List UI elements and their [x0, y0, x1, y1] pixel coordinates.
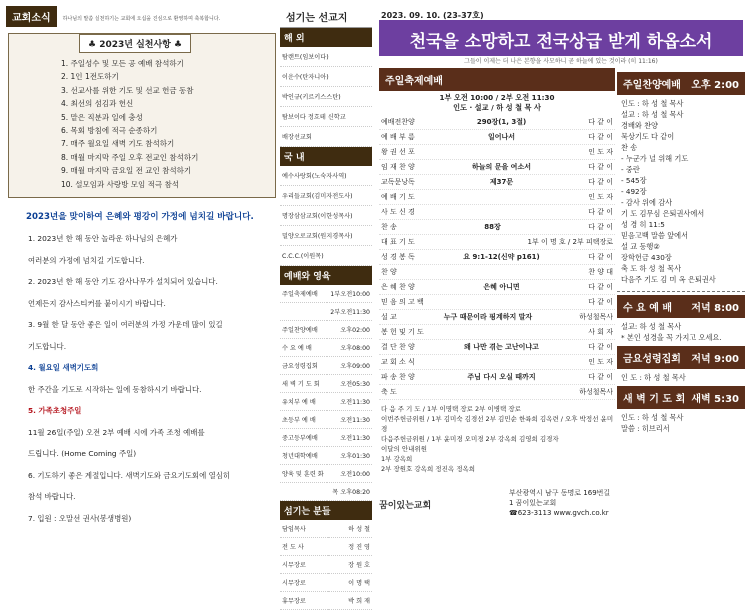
servant-name: 하 성 철 — [328, 520, 372, 538]
theme-banner: 천국을 소망하고 전국상급 받게 하옵소서 — [379, 20, 743, 56]
order-row — [379, 280, 615, 295]
meeting-name — [280, 483, 327, 501]
theme-verse: 그들이 이제는 더 나은 본향을 사모하니 곧 하늘에 있는 것이라 (히 11:16) — [464, 58, 658, 65]
meeting-time: 오후08:00 — [327, 339, 372, 357]
servant-role: 담임목사 — [280, 520, 328, 538]
order-item: 임 재 찬 양 — [381, 163, 415, 171]
order-row — [379, 160, 615, 175]
servant-role: 시무장로 — [280, 556, 328, 574]
order-item: 축 도 — [381, 388, 397, 396]
plan-item: 10. 설모임과 사랑방 모임 적극 참석 — [61, 179, 180, 189]
order-detail: 제37문 — [489, 178, 514, 186]
order-detail: 주님 다시 오실 때까지 — [467, 373, 536, 381]
servants-table — [280, 520, 372, 610]
order-leader: 인 도 자 — [588, 193, 613, 201]
plan-item: 8. 매월 마지막 주일 오후 전교인 참석하기 — [61, 152, 199, 162]
order-detail — [415, 237, 528, 247]
order-row — [379, 295, 615, 310]
meeting-time: 오전10:00 — [327, 465, 372, 483]
news-line: 드립니다. (Home Coming 주일) — [28, 449, 137, 459]
order-item: 사 도 신 경 — [381, 208, 415, 216]
order-item: 예배전찬양 — [381, 118, 415, 126]
fri-time: 저녁 9:00 — [691, 354, 739, 365]
order-detail — [424, 297, 589, 307]
plan-item: 5. 맡은 직분과 일에 충성 — [61, 112, 143, 122]
order-leader: 다 같 이 — [588, 178, 613, 186]
order-row — [379, 235, 615, 250]
friday-details: 인 도 : 하 성 철 목사 — [621, 373, 686, 382]
order-detail: 일어나서 — [487, 133, 516, 141]
order-detail — [415, 357, 589, 367]
order-item: 예 배 기 도 — [381, 193, 415, 201]
servant-role: 휴무장로 — [280, 592, 328, 610]
meeting-name — [280, 303, 327, 321]
order-row — [379, 220, 615, 235]
meetings-table — [280, 285, 372, 501]
dawn-details — [617, 409, 745, 437]
order-row — [379, 145, 615, 160]
mission-item: 예수사랑회(노숙자사역) — [280, 166, 372, 186]
order-detail — [397, 387, 579, 397]
order-row — [379, 340, 615, 355]
order-item: 믿 음 의 고 백 — [381, 298, 424, 306]
mission-item: 밀양오로교회(원지경목사) — [280, 226, 372, 246]
order-detail: 누구 때문이라 핑계하지 말자 — [443, 313, 533, 321]
mission-item: 탐랜트(임보이다) — [280, 47, 372, 67]
dawn-line: 말씀 : 히브리서 — [621, 424, 670, 433]
news-line: 7. 입원 : 오말선 권사(봉생병원) — [28, 513, 132, 523]
meeting-time: 목 오후08:20 — [327, 483, 372, 501]
order-detail: 요 9:1-12(신약 p161) — [463, 253, 540, 261]
servant-role: 시무장로 — [280, 574, 328, 592]
meeting-name: 청년대학예배 — [280, 447, 327, 465]
order-row — [379, 355, 615, 370]
meetings-header: 예배와 영육 — [280, 266, 372, 285]
church-logo: 꿈이있는교회 — [379, 501, 432, 511]
order-detail: 왜 나만 겪는 고난이냐고 — [464, 343, 539, 351]
praise-line: - 545장 — [621, 176, 647, 185]
order-detail — [415, 207, 589, 217]
order-row — [379, 190, 615, 205]
order-item: 왕 권 선 포 — [381, 148, 415, 156]
praise-service-header — [617, 72, 745, 95]
praise-line: 장학헌금 430장 — [621, 253, 672, 262]
praise-line: 설교 : 하 성 철 목사 — [621, 110, 684, 119]
table-row — [280, 321, 372, 339]
dawn-title: 새 벽 기 도 회 — [623, 394, 686, 405]
order-item: 설 교 — [381, 313, 397, 321]
wed-line: 설교: 하 성 철 목사 — [621, 322, 682, 331]
order-leader: 다 같 이 — [588, 343, 613, 351]
praise-line: - 감사 위에 감사 — [621, 198, 673, 207]
news-line: 6. 기도하기 좋은 계절입니다. 새벽기도와 금요기도회에 열심히 — [28, 470, 230, 480]
order-item: 결 단 찬 양 — [381, 343, 415, 351]
worship-order — [379, 115, 615, 400]
order-leader: 다 같 이 — [588, 163, 613, 171]
praise-line: 다음주 기도 김 미 옥 은퇴권사 — [621, 275, 716, 284]
note-line: 다 음 주 기 도 / 1부 이명택 장로 2부 이병택 장로 — [381, 405, 521, 413]
news-line: 여러분의 가정에 넘치길 기도합니다. — [28, 255, 145, 265]
order-row — [379, 385, 615, 400]
order-row — [379, 250, 615, 265]
meeting-time: 오전11:30 — [327, 429, 372, 447]
note-line: 이번주헌금위원 / 1부 김미숙 김경선 2부 김민순 한륙희 김옥련 / 오후 박정선 윤미경 — [381, 415, 614, 433]
wed-line: * 본인 성경을 꼭 가지고 오세요. — [621, 333, 722, 342]
dawn-time: 새벽 5:30 — [691, 394, 739, 405]
order-row — [379, 370, 615, 385]
order-row — [379, 265, 615, 280]
order-item: 교독문낭독 — [381, 178, 415, 186]
order-item: 은 혜 찬 양 — [381, 283, 415, 291]
meeting-time: 오후01:30 — [327, 447, 372, 465]
plan-list — [9, 53, 275, 197]
praise-title: 주일찬양예배 — [623, 80, 681, 91]
order-leader: 다 같 이 — [588, 208, 613, 216]
meeting-time: 2부오전11:30 — [327, 303, 372, 321]
news-line: 언제든지 감사스티커를 붙이시기 바랍니다. — [28, 298, 166, 308]
wed-title: 수 요 예 배 — [623, 303, 673, 314]
praise-time: 오후 2:00 — [691, 80, 739, 91]
table-row — [280, 375, 372, 393]
church-news-tag: 교회소식 — [6, 6, 57, 27]
servant-name: 박 희 재 — [328, 592, 372, 610]
servant-role: 전 도 사 — [280, 538, 328, 556]
fri-title: 금요성령집회 — [623, 354, 681, 365]
news-line: 4. 월요일 새벽기도회 — [28, 363, 99, 373]
plan-item: 4. 최선의 섬김과 헌신 — [61, 99, 134, 109]
wed-time: 저녁 8:00 — [691, 303, 739, 314]
address-line: 부산광역시 남구 동명로 169번길 1 꿈이있는교회 — [509, 489, 611, 507]
praise-line: 믿음고백 말씀 앞에서 — [621, 231, 689, 240]
practice-plan-box — [8, 33, 276, 198]
order-detail — [415, 192, 589, 202]
praise-line: 묵상기도 다 같이 — [621, 132, 675, 141]
order-item: 봉 헌 및 기 도 — [381, 328, 424, 336]
domestic-header: 국 내 — [280, 147, 372, 166]
meeting-name: 초등부 예 배 — [280, 411, 327, 429]
order-leader: 다 같 이 — [588, 283, 613, 291]
meeting-time: 오후09:00 — [327, 357, 372, 375]
order-leader: 인 도 자 — [588, 148, 613, 156]
abroad-list — [280, 47, 372, 147]
prayer-and-offering-notes — [379, 400, 615, 474]
order-item: 찬 양 — [381, 268, 397, 276]
meeting-time: 오전11:30 — [327, 411, 372, 429]
domestic-list — [280, 166, 372, 266]
plan-item: 6. 목회 방침에 적극 순종하기 — [61, 126, 158, 136]
divider — [617, 291, 745, 292]
news-line: 3. 9월 한 달 동안 좋은 일이 여러분의 가정 가운데 많이 있길 — [28, 320, 223, 330]
order-leader: 다 같 이 — [588, 118, 613, 126]
note-line: 2부 장원호 강옥희 정진옥 정옥희 — [381, 465, 476, 473]
table-row — [280, 447, 372, 465]
mission-column — [280, 6, 372, 605]
meeting-name: 중고등부예배 — [280, 429, 327, 447]
plan-item: 9. 매월 마지막 금요일 전 교인 참석하기 — [61, 166, 192, 176]
church-news-section — [6, 6, 278, 524]
mission-item: 탐보이다 정흐테 신학교 — [280, 107, 372, 127]
service-title: 주일축제예배 — [385, 76, 443, 87]
order-item: 교 회 소 식 — [381, 358, 415, 366]
order-leader: 다 같 이 — [588, 223, 613, 231]
order-item: 성 경 봉 독 — [381, 253, 415, 261]
praise-line: - 492장 — [621, 187, 647, 196]
praise-line: 찬 송 — [621, 143, 638, 152]
praise-line: 경배와 찬양 — [621, 121, 659, 130]
order-leader: 인 도 자 — [588, 358, 613, 366]
meeting-time: 오후02:00 — [327, 321, 372, 339]
order-detail — [397, 267, 589, 277]
praise-line: 축 도 하 성 철 목사 — [621, 264, 682, 273]
servants-header: 섬기는 분들 — [280, 501, 372, 520]
table-row — [280, 483, 372, 501]
order-detail: 290장(1, 3절) — [476, 118, 527, 126]
meeting-time: 오전05:30 — [327, 375, 372, 393]
order-leader: 다 같 이 — [588, 298, 613, 306]
order-leader: 다 같 이 — [588, 373, 613, 381]
meeting-name: 유치부 예 배 — [280, 393, 327, 411]
order-row — [379, 325, 615, 340]
news-line: 2. 2023년 한 해 동안 기도 감사나무가 설치되어 있습니다. — [28, 277, 218, 287]
church-address — [509, 488, 615, 518]
order-item: 찬 송 — [381, 223, 397, 231]
order-leader: 하성철목사 — [579, 388, 613, 396]
news-headline: 2023년을 맞이하여 은혜와 평강이 가정에 넘치길 바랍니다. — [26, 212, 254, 223]
mission-item: 박인규(키르키스스탄) — [280, 87, 372, 107]
meeting-name: 금요성령집회 — [280, 357, 327, 375]
servant-name: 장 원 호 — [328, 556, 372, 574]
friday-service-header — [617, 346, 745, 369]
mission-item: 배장선교회 — [280, 127, 372, 147]
table-row — [280, 303, 372, 321]
table-row — [280, 574, 372, 592]
meeting-time: 1부오전10:00 — [327, 285, 372, 303]
praise-details — [617, 95, 745, 288]
news-line: 참석 바랍니다. — [28, 492, 76, 502]
table-row — [280, 285, 372, 303]
order-detail: 88장 — [484, 223, 501, 231]
servant-name: 이 명 택 — [328, 574, 372, 592]
meeting-name: 주일축제예배 — [280, 285, 327, 303]
meeting-name: 새 벽 기 도 회 — [280, 375, 327, 393]
table-row — [280, 357, 372, 375]
news-line: 5. 가족초청주일 — [28, 406, 82, 416]
news-line: 한 주간을 기도로 시작하는 일에 동참하시기 바랍니다. — [28, 384, 202, 394]
praise-line: 인도 : 하 성 철 목사 — [621, 99, 684, 108]
news-items — [6, 228, 278, 529]
note-line: 이달의 안내위원 — [381, 445, 428, 453]
news-line: 1. 2023년 한 해 동안 놀라운 하나님의 은혜가 — [28, 234, 178, 244]
praise-line: 기 도 김무심 은퇴권사에서 — [621, 209, 705, 218]
order-item: 예 배 부 름 — [381, 133, 415, 141]
praise-line: - 누군가 널 위해 기도 — [621, 154, 689, 163]
table-row — [280, 429, 372, 447]
order-leader: 찬 양 대 — [588, 268, 613, 276]
leader-line: 인도 · 설교 / 하 성 철 목 사 — [453, 103, 541, 112]
order-leader: 하성철목사 — [579, 313, 613, 321]
praise-line: - 중란 — [621, 165, 640, 174]
plan-title: ♣ 2023년 실천사항 ♣ — [79, 34, 191, 53]
order-row — [379, 205, 615, 220]
abroad-header: 해 외 — [280, 28, 372, 47]
table-row — [280, 393, 372, 411]
mission-item: C.C.C.(이원목) — [280, 246, 372, 266]
dawn-line: 인도 : 하 성 철 목사 — [621, 413, 684, 422]
plan-item: 2. 1인 1전도하기 — [61, 72, 119, 82]
news-line: 11월 26일(주일) 오전 2부 예배 시에 가족 조청 예배를 — [28, 427, 205, 437]
dawn-service-header — [617, 386, 745, 409]
table-row — [280, 556, 372, 574]
order-leader: 다 같 이 — [588, 133, 613, 141]
order-row — [379, 310, 615, 325]
wednesday-service-header — [617, 295, 745, 318]
order-item: 대 표 기 도 — [381, 238, 415, 246]
plan-item: 1. 주일성수 및 모든 공 예배 참석하기 — [61, 59, 184, 68]
times-line: 1부 오전 10:00 / 2부 오전 11:30 — [439, 93, 555, 102]
servant-name: 정 진 영 — [328, 538, 372, 556]
welcome-note: 하나님의 말씀 실천하기는 교회에 오십을 진심으로 환영하며 축복합니다. — [62, 16, 221, 22]
note-line: 다음주헌금위원 / 1부 윤미경 오미경 2부 강옥희 김영희 김경자 — [381, 435, 559, 443]
bulletin-date: 2023. 09. 10. (23-37호) — [381, 11, 484, 20]
plan-item: 3. 선교사를 위한 기도 및 선교 헌금 동참 — [61, 85, 194, 95]
mission-title: 섬기는 선교지 — [280, 6, 372, 28]
order-row — [379, 115, 615, 130]
mission-item: 이운수(탄자니아) — [280, 67, 372, 87]
order-detail: 하늘의 문을 여소서 — [472, 163, 531, 171]
table-row — [280, 592, 372, 610]
praise-line: 성 경 히 11:5 — [621, 220, 665, 229]
order-leader: 사 회 자 — [588, 328, 613, 336]
note-line: 1부 강옥희 — [381, 455, 413, 463]
phone-line: ☎623-3113 www.gvch.co.kr — [509, 509, 609, 517]
table-row — [280, 520, 372, 538]
praise-line: 설 교 동행② — [621, 242, 660, 251]
news-line: 기도합니다. — [28, 341, 67, 351]
mission-item: 명장삼삼교회(이한성목사) — [280, 206, 372, 226]
order-detail — [415, 147, 589, 157]
order-leader: 다 같 이 — [588, 253, 613, 261]
service-header — [379, 68, 615, 91]
table-row — [280, 339, 372, 357]
mission-item: 우리들교회(김미자전도사) — [280, 186, 372, 206]
plan-item: 7. 매주 월요일 새벽 기도 참석하기 — [61, 139, 175, 149]
meeting-name: 주일찬양예배 — [280, 321, 327, 339]
wednesday-details — [617, 318, 745, 346]
order-detail: 은혜 아니면 — [483, 283, 520, 291]
order-item: 파 송 찬 양 — [381, 373, 415, 381]
order-leader: 1부 이 명 호 / 2부 피택장로 — [527, 238, 613, 246]
order-detail — [424, 327, 589, 337]
table-row — [280, 465, 372, 483]
table-row — [280, 538, 372, 556]
order-row — [379, 130, 615, 145]
meeting-time: 오전11:30 — [327, 393, 372, 411]
meeting-name: 수 요 예 배 — [280, 339, 327, 357]
order-row — [379, 175, 615, 190]
weekly-services-column — [617, 72, 745, 524]
meeting-name: 양육 및 훈련 화 — [280, 465, 327, 483]
service-times — [379, 91, 615, 115]
table-row — [280, 411, 372, 429]
